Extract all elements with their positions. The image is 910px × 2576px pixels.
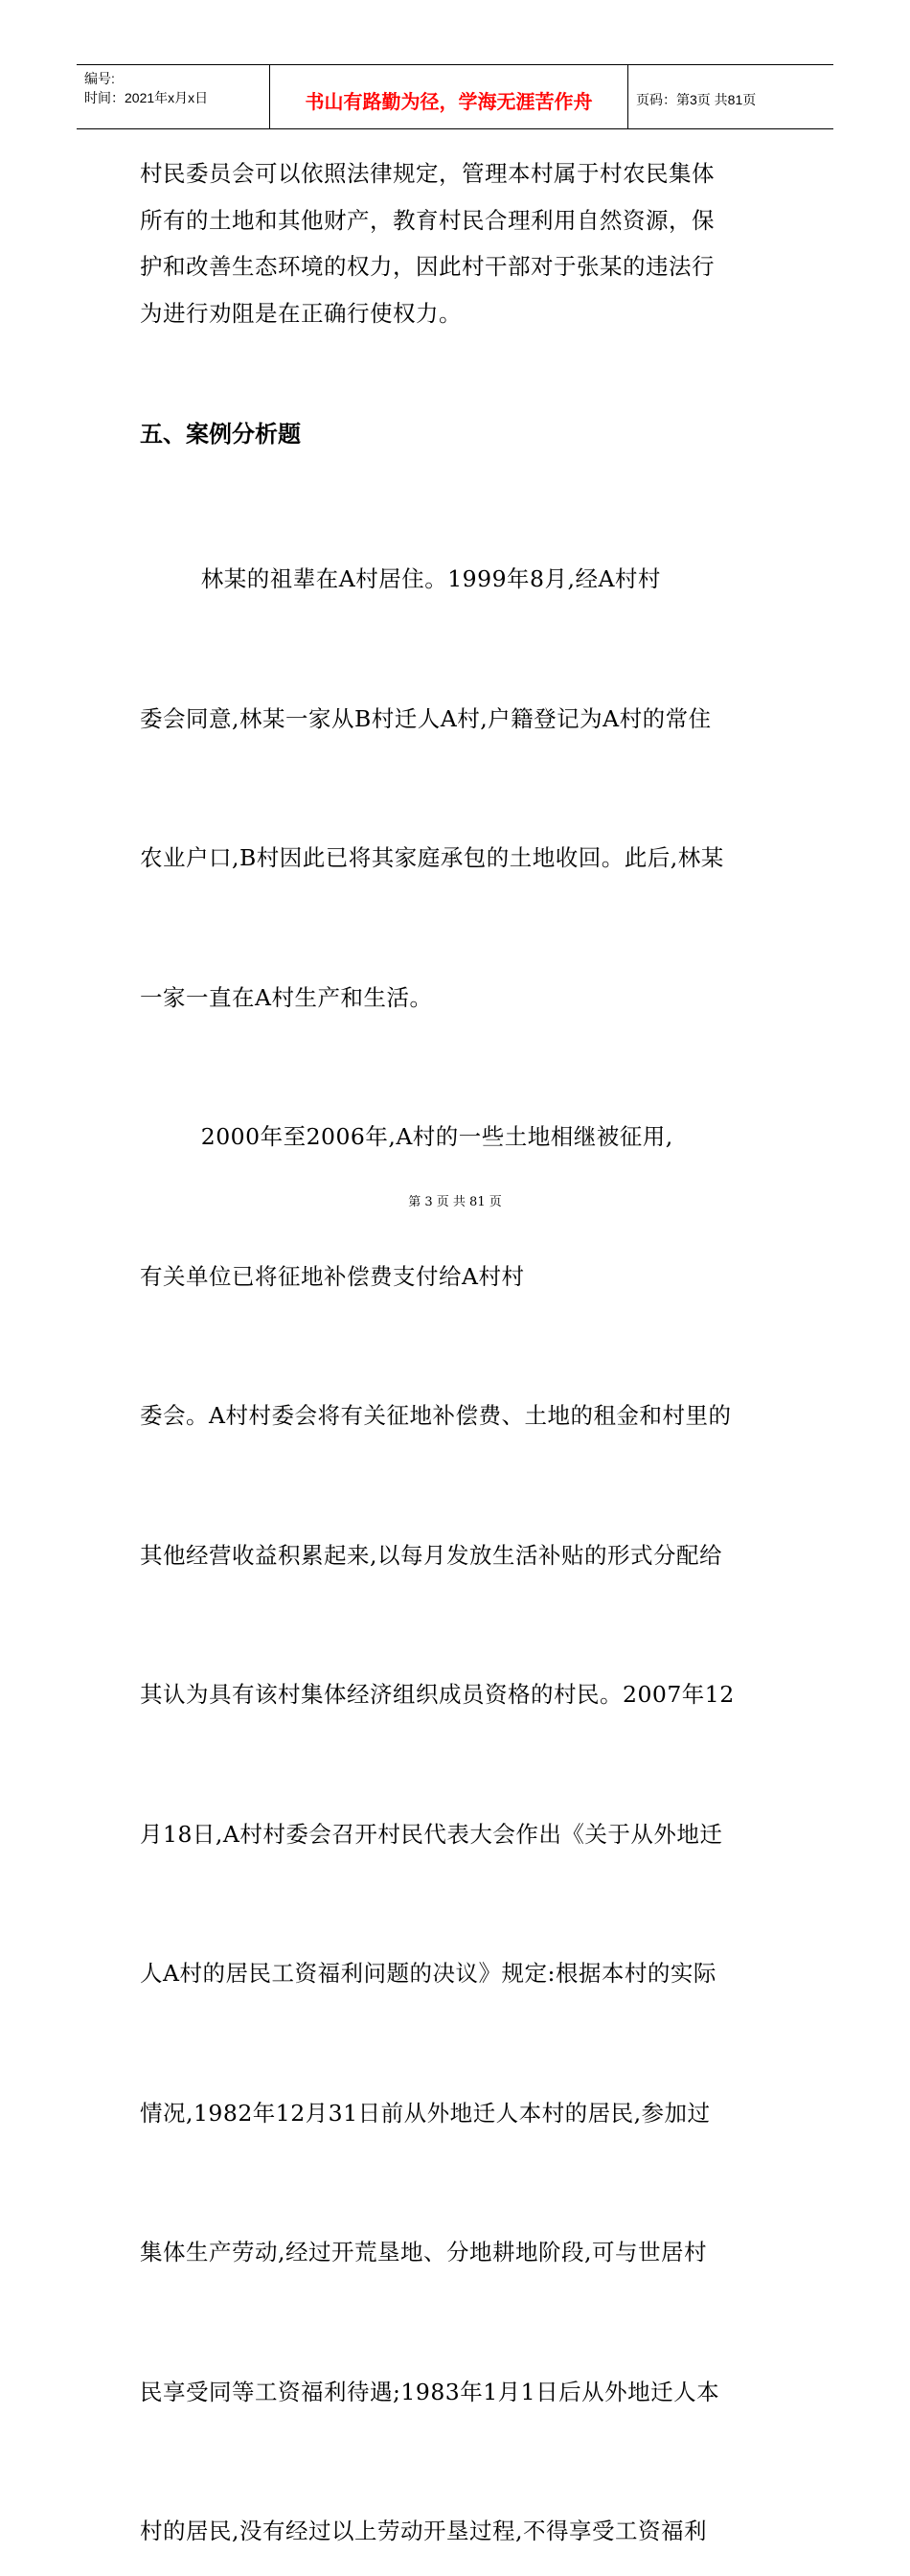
text-line: 委会同意,林某一家从B村迁人A村,户籍登记为A村的常住 <box>140 704 712 732</box>
text-line: 护和改善生态环境的权力，因此村干部对于张某的违法行 <box>140 253 715 280</box>
text-line: 农业户口,B村因此已将其家庭承包的土地收回。此后,林某 <box>140 844 724 871</box>
text-line: 村的居民,没有经过以上劳动开垦过程,不得享受工资福利 <box>140 2518 707 2544</box>
text-line: 其认为具有该村集体经济组织成员资格的村民。2007年12 <box>140 1681 735 1708</box>
text-line: 2000年至2006年,A村的一些土地相继被征用, <box>140 1123 673 1150</box>
page-footer <box>0 1193 910 1212</box>
text-line: 为进行劝阻是在正确行使权力。 <box>140 299 462 327</box>
motto-text: 书山有路勤为径，学海无涯苦作舟 <box>305 91 593 113</box>
text-line: 村民委员会可以依照法律规定，管理本村属于村农民集体 <box>140 160 715 187</box>
document-date: 时间：2021年x月x日 <box>84 90 209 105</box>
paragraph-case <box>140 463 772 2576</box>
text-line: 一家一直在A村生产和生活。 <box>140 983 433 1011</box>
text-line: 月18日,A村村委会召开村民代表大会作出《关于从外地迁 <box>140 1820 723 1848</box>
text-line: 有关单位已将征地补偿费支付给A村村 <box>140 1262 525 1290</box>
document-number-label: 编号: <box>84 71 115 86</box>
header-page-info <box>628 65 833 128</box>
text-line: 情况,1982年12月31日前从外地迁人本村的居民,参加过 <box>140 2099 711 2127</box>
section-heading: 五、案例分析题 <box>140 421 301 448</box>
text-line: 所有的土地和其他财产，教育村民合理利用自然资源，保 <box>140 206 715 234</box>
text-line: 人A村的居民工资福利问题的决议》规定:根据本村的实际 <box>140 1960 717 1987</box>
header-meta <box>77 65 270 128</box>
footer-page-number: 第 3 页 共 81 页 <box>408 1195 502 1209</box>
text-line: 集体生产劳动,经过开荒垦地、分地耕地阶段,可与世居村 <box>140 2239 707 2266</box>
text-line: 委会。A村村委会将有关征地补偿费、土地的租金和村里的 <box>140 1402 732 1429</box>
header-motto <box>270 65 628 128</box>
text-line: 其他经营收益积累起来,以每月发放生活补贴的形式分配给 <box>140 1541 722 1569</box>
paragraph-village-committee <box>140 150 772 336</box>
page-header <box>77 64 833 129</box>
page-info-text: 页码：第3页 共81页 <box>636 92 757 107</box>
text-line: 民享受同等工资福利待遇;1983年1月1日后从外地迁人本 <box>140 2378 720 2405</box>
text-line: 林某的祖辈在A村居住。1999年8月,经A村村 <box>140 565 661 592</box>
